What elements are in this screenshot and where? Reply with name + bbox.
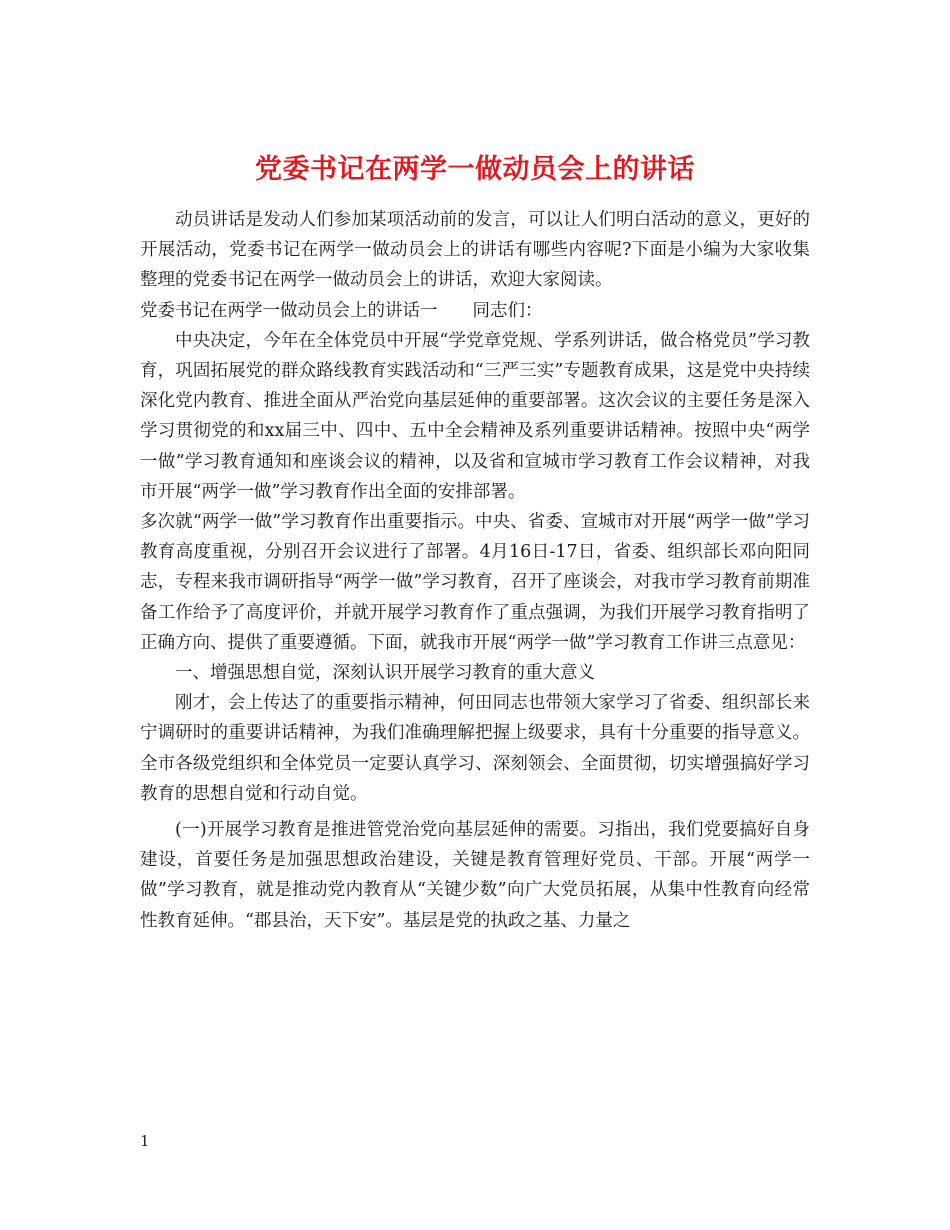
speech-heading-line: 党委书记在两学一做动员会上的讲话一 同志们： — [140, 300, 543, 321]
body-paragraph: 刚才，会上传达了的重要指示精神，何田同志也带领大家学习了省委、组织部长来宁调研时的重要讲话精神，为我们准确理解把握上级要求，具有十分重要的指导意义。全市各级党组织和全体党员一定要认真学习、深刻领会、全面贯彻，切实增强搞好学习教育的思想自觉和行动自觉。 — [140, 693, 810, 804]
document-title: 党委书记在两学一做动员会上的讲话 — [255, 154, 695, 186]
body-paragraph: (一)开展学习教育是推进管党治党向基层延伸的需要。习指出，我们党要搞好自身建设，首要任务是加强思想政治建设，关键是教育管理好党员、干部。开展“两学一做”学习教育，就是推动党内教育从“关键少数”向广大党员拓展，从集中性教育向经常性教育延伸。“郡县治，天下安”。基层是党的执政之基、力量之 — [140, 820, 810, 931]
body-paragraph: 多次就“两学一做”学习教育作出重要指示。中央、省委、宣城市对开展“两学一做”学习教育高度重视，分别召开会议进行了部署。4月16日-17日，省委、组织部长邓向阳同志，专程来我市调研指导“两学一做”学习教育，召开了座谈会，对我市学习教育前期准备工作给予了高度评价，并就开展学习教育作了重点强调，为我们开展学习教育指明了正确方向、提供了重要遵循。下面，就我市开展“两学一做”学习教育工作讲三点意见： — [140, 512, 810, 653]
page-number: 1 — [140, 1132, 150, 1150]
document-body — [140, 205, 810, 936]
section-heading: 一、增强思想自觉，深刻认识开展学习教育的重大意义 — [175, 663, 595, 684]
intro-paragraph: 动员讲话是发动人们参加某项活动前的发言，可以让人们明白活动的意义，更好的开展活动，党委书记在两学一做动员会上的讲话有哪些内容呢?下面是小编为大家收集整理的党委书记在两学一做动员会上的讲话，欢迎大家阅读。 — [140, 210, 810, 291]
body-paragraph: 中央决定，今年在全体党员中开展“学党章党规、学系列讲话，做合格党员”学习教育，巩固拓展党的群众路线教育实践活动和“三严三实”专题教育成果，这是党中央持续深化党内教育、推进全面从严治党向基层延伸的重要部署。这次会议的主要任务是深入学习贯彻党的和xx届三中、四中、五中全会精神及系列重要讲话精神。按照中央“两学一做”学习教育通知和座谈会议的精神，以及省和宣城市学习教育工作会议精神，对我市开展“两学一做”学习教育作出全面的安排部署。 — [140, 330, 810, 502]
